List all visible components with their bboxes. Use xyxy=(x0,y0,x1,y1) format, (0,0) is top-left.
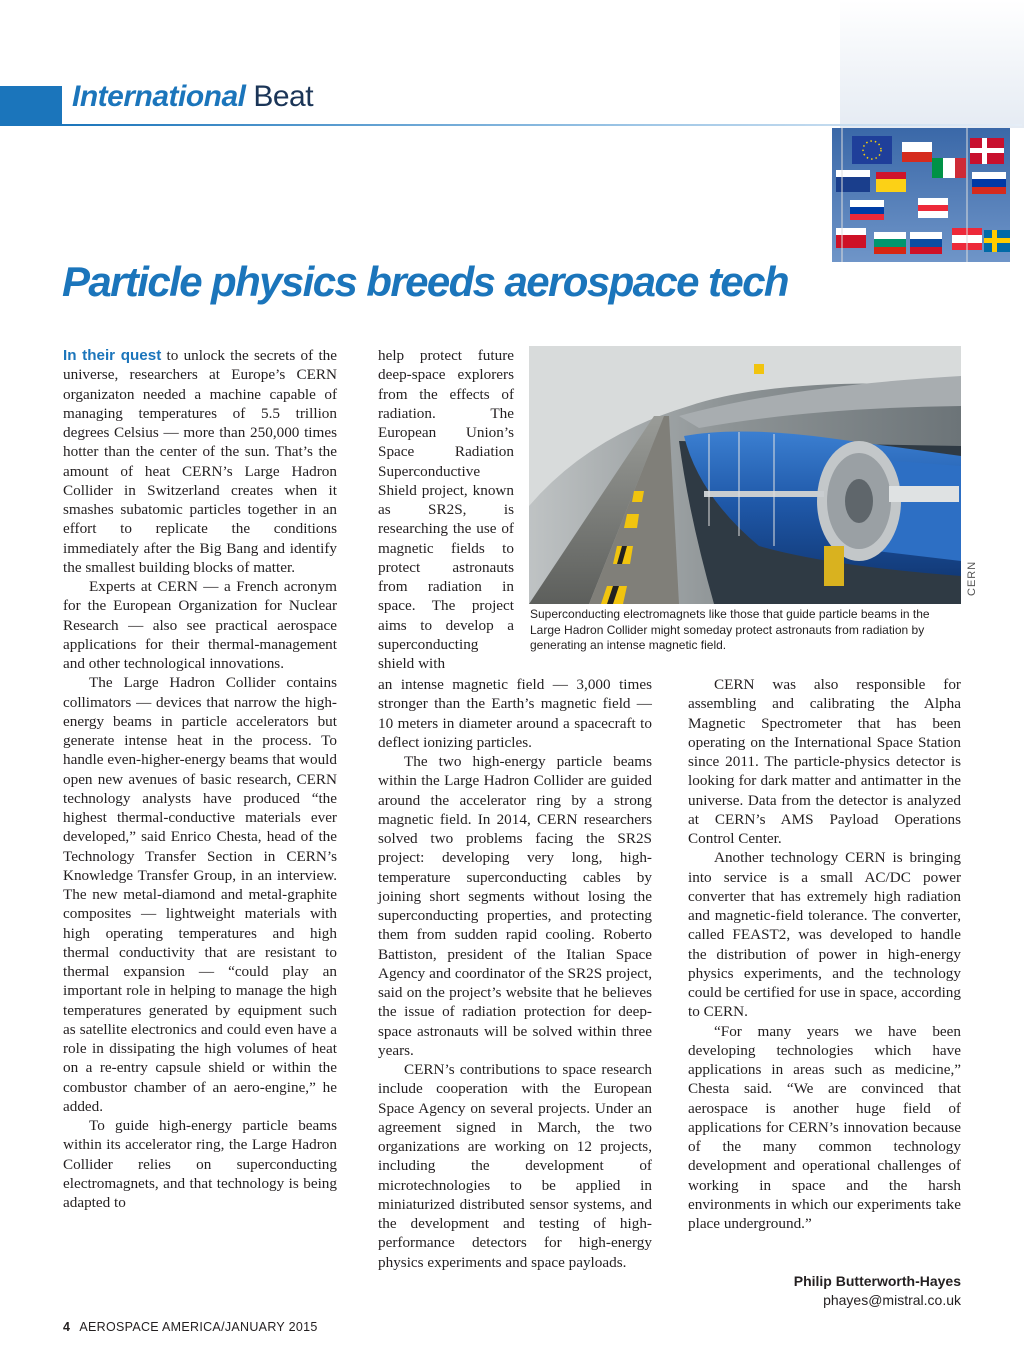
article-headline: Particle physics breeds aerospace tech xyxy=(62,258,788,305)
publication-name: AEROSPACE AMERICA/JANUARY 2015 xyxy=(79,1320,318,1334)
author-email: phayes@mistral.co.uk xyxy=(823,1292,961,1308)
body-column-3 xyxy=(688,675,961,1233)
lead-in: In their quest xyxy=(63,347,162,364)
lhc-tunnel-photo xyxy=(529,346,961,604)
header-rule xyxy=(62,124,1022,126)
author-name: Philip Butterworth-Hayes xyxy=(793,1273,961,1289)
paragraph: help protect future deep-space explorers from the effects of radiation. The European Union’s Space Radiation Superconductive Shield project, known as SR2S, is researching the use of magnetic fields to protect astronauts from radiation in space. The project aims to develop a superconducting shield with xyxy=(378,347,514,672)
page-number: 4 xyxy=(63,1320,71,1334)
paragraph: an intense magnetic field — 3,000 times stronger than the Earth’s magnetic field — 10 meters in diameter around a spacecraft to deflect ionizing particles. xyxy=(378,676,652,751)
body-column-2 xyxy=(378,675,652,1272)
paragraph: CERN’s contributions to space research include cooperation with the European Space Agency on several projects. Under an agreement signed in March, the two organizations are working on 12 projects, including the development of microtechnologies to be applied in miniaturized distributed sensor systems, and the development and testing of high-performance detectors for high-energy physics experiments and space payloads. xyxy=(378,1061,652,1271)
paragraph: To guide high-energy particle beams within its accelerator ring, the Large Hadron Collider relies on superconducting electromagnets, and that technology is being adapted to xyxy=(63,1117,337,1211)
paragraph: Another technology CERN is bringing into service is a small AC/DC power converter that has extremely high radiation and magnetic-field tolerance. The converter, called FEAST2, was developed to handle the distribution of power in high-energy physics experiments, and the technology could be certified for use in space, according to CERN. xyxy=(688,849,961,1021)
paragraph: The Large Hadron Collider contains collimators — devices that narrow the high-energy beams in particle accelerators but generate intense heat in the process. To handle even-higher-energy beams that would open new avenues of basic research, CERN technology analysts have produced “the highest thermal-conductive materials ever developed,” said Enrico Chesta, head of the Technology Transfer Section in CERN’s Knowledge Transfer Group, in an interview. The new metal-diamond and metal-graphite composites — lightweight materials with high operating temperatures and high thermal conductivity that are resistant to thermal expansion — “could play an important role in helping to manage the high temperatures generated by equipment such as satellite electronics and could even have a role in dissipating the high volumes of heat on a re-entry capsule shield or within the combustor chamber of an aero-engine,” he added. xyxy=(63,674,337,1115)
page-footer xyxy=(63,1320,318,1334)
section-title xyxy=(72,80,313,114)
paragraph: Experts at CERN — a French acronym for the European Organization for Nuclear Research — also see practical aerospace applications for their thermal-management and other technological innovations. xyxy=(63,578,337,672)
paragraph-text: to unlock the secrets of the universe, researchers at Europe’s CERN organizaton needed a machine capable of managing temperatures of 5.5 trillion degrees Celsius — more than 250,000 times hotter than the center of the sun. That’s the amount of heat CERN’s Large Hadron Collider in Switzerland creates when it smashes subatomic particles together in an effort to replicate the conditions immediately after the Big Bang and identify the smallest building blocks of matter. xyxy=(63,347,337,576)
section-color-block xyxy=(0,86,62,126)
header-background-gradient xyxy=(840,0,1024,128)
paragraph: CERN was also responsible for assembling and calibrating the Alpha Magnetic Spectrometer that has been operating on the International Space Station since 2011. The particle-physics detector is looking for dark matter and antimatter in the universe. Data from the detector is analyzed at CERN’s AMS Payload Operations Control Center. xyxy=(688,676,961,847)
byline xyxy=(794,1272,961,1310)
paragraph: “For many years we have been developing technologies which have applications in areas such as medicine,” Chesta said. “We are convinced that aerospace is another huge field of applications for CERN’s innovation because of the many common technology development and operational challenges of working in space and the harsh environments in which our experiments take place underground.” xyxy=(688,1022,961,1232)
section-title-bold: International xyxy=(72,80,246,113)
photo-caption: Superconducting electromagnets like those that guide particle beams in the Large Hadron Collider might someday protect astronauts from radiation by generating an intense magnetic field. xyxy=(530,607,930,652)
paragraph xyxy=(63,346,337,577)
body-column-1 xyxy=(63,346,337,1212)
european-flags-image xyxy=(832,128,1010,262)
section-title-light: Beat xyxy=(253,80,314,113)
body-column-2-narrow xyxy=(378,346,514,673)
paragraph: The two high-energy particle beams within the Large Hadron Collider are guided around the accelerator ring by a strong magnetic field. In 2014, CERN researchers solved two problems facing the SR2S project: developing very long, high-temperature superconducting cables by joining short segments without losing the superconducting properties, and protecting them from sudden rapid cooling. Roberto Battiston, president of the Italian Space Agency and coordinator of the SR2S project, said on the project’s website that he believes the issue of radiation protection for deep-space astronauts will be solved within three years. xyxy=(378,753,652,1059)
photo-credit: CERN xyxy=(966,560,978,596)
